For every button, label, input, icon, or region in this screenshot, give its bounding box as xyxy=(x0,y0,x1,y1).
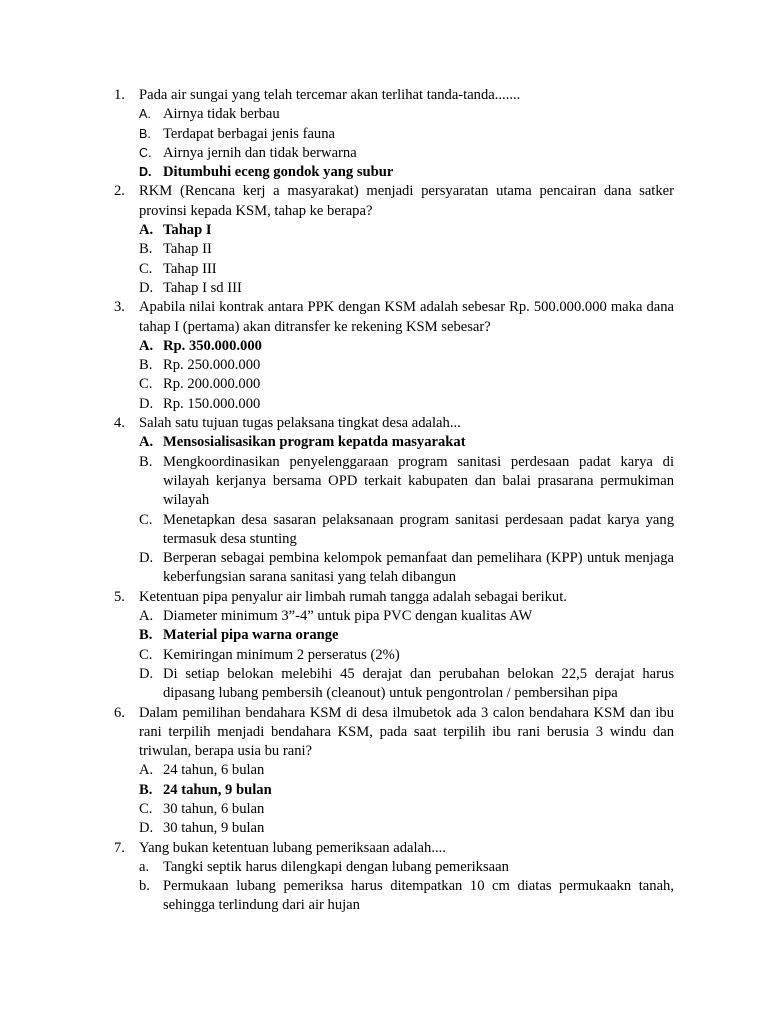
question-number: 2. xyxy=(114,183,125,200)
option-text: Terdapat berbagai jenis fauna xyxy=(163,125,335,142)
option-text: Diameter minimum 3”-4” untuk pipa PVC dengan kualitas AW xyxy=(163,608,533,625)
answer-option xyxy=(0,356,768,375)
answer-option xyxy=(0,144,768,163)
answer-option xyxy=(0,221,768,240)
option-letter: B. xyxy=(139,627,153,644)
option-list xyxy=(0,105,768,182)
option-text: Menetapkan desa sasaran pelaksanaan program sanitasi perdesaan padat karya yang termasuk desa stunting xyxy=(163,511,674,547)
question-text: Ketentuan pipa penyalur air limbah rumah tangga adalah sebagai berikut. xyxy=(139,588,567,605)
answer-option xyxy=(0,260,768,279)
answer-option xyxy=(0,337,768,356)
option-letter: A. xyxy=(139,337,154,354)
answer-option xyxy=(0,105,768,124)
answer-option xyxy=(0,858,768,877)
option-letter: D. xyxy=(139,665,154,682)
option-letter: C. xyxy=(139,646,153,663)
question-text: Dalam pemilihan bendahara KSM di desa ilmubetok ada 3 calon bendahara KSM dan ibu rani terpilih menjadi bendahara KSM, pada saat terpilih ibu rani berusia 3 windu dan triwulan, berapa usia bu rani? xyxy=(139,704,674,760)
option-text: 30 tahun, 6 bulan xyxy=(163,800,265,817)
option-text: Kemiringan minimum 2 perseratus (2%) xyxy=(163,646,400,663)
option-text: Rp. 150.000.000 xyxy=(163,395,261,412)
answer-option xyxy=(0,433,768,452)
option-text: Rp. 250.000.000 xyxy=(163,357,261,374)
option-list xyxy=(0,433,768,587)
question-text: Yang bukan ketentuan lubang pemeriksaan adalah.... xyxy=(139,839,446,856)
option-letter: C. xyxy=(139,376,153,393)
question-text: Pada air sungai yang telah tercemar akan terlihat tanda-tanda....... xyxy=(139,87,521,103)
answer-option xyxy=(0,877,768,916)
option-text: Di setiap belokan melebihi 45 derajat dan perubahan belokan 22,5 derajat harus dipasang lubang pembersih (cleanout) untuk pengontrolan / pembersihan pipa xyxy=(163,665,674,702)
question-text: Apabila nilai kontrak antara PPK dengan KSM adalah sebesar Rp. 500.000.000 maka dana tahap I (pertama) akan ditransfer ke rekening KSM sebesar? xyxy=(139,299,674,335)
question-6 xyxy=(0,704,768,762)
answer-option xyxy=(0,279,768,298)
option-letter: C. xyxy=(139,260,153,277)
option-list xyxy=(0,761,768,838)
question-1 xyxy=(0,86,768,105)
answer-option xyxy=(0,781,768,800)
question-number: 4. xyxy=(114,415,125,432)
option-letter: D. xyxy=(139,550,154,567)
option-letter: D. xyxy=(139,395,154,412)
option-letter: D. xyxy=(139,165,152,180)
question-7 xyxy=(0,839,768,858)
option-letter: A. xyxy=(139,107,151,122)
answer-option xyxy=(0,761,768,780)
option-text: Permukaan lubang pemeriksa harus ditempatkan 10 cm diatas permukaakn tanah, sehingga terlindung dari air hujan xyxy=(163,878,674,914)
question-number: 3. xyxy=(114,299,125,316)
option-text: Tahap II xyxy=(163,241,212,258)
answer-option xyxy=(0,800,768,819)
question-3 xyxy=(0,298,768,337)
answer-option xyxy=(0,453,768,511)
answer-option xyxy=(0,549,768,588)
answer-option xyxy=(0,646,768,665)
option-letter: C. xyxy=(139,145,152,160)
option-text: Ditumbuhi eceng gondok yang subur xyxy=(163,164,394,181)
option-text: Mengkoordinasikan penyelenggaraan program sanitasi perdesaan padat karya di wilayah kerjanya bersama OPD terkait kabupaten dan balai prasarana permukiman wilayah xyxy=(163,453,674,509)
answer-option xyxy=(0,375,768,394)
option-list xyxy=(0,337,768,414)
option-text: Airnya jernih dan tidak berwarna xyxy=(163,144,357,161)
option-letter: C. xyxy=(139,511,153,528)
option-list xyxy=(0,607,768,703)
question-text: Salah satu tujuan tugas pelaksana tingkat desa adalah... xyxy=(139,415,461,432)
question-text: RKM (Rencana kerj a masyarakat) menjadi persyaratan utama pencairan dana satker provinsi kepada KSM, tahap ke berapa? xyxy=(139,183,674,219)
answer-option xyxy=(0,626,768,645)
option-text: Tahap III xyxy=(163,260,217,277)
option-text: Material pipa warna orange xyxy=(163,627,339,644)
option-list xyxy=(0,221,768,298)
question-number: 5. xyxy=(114,588,125,605)
option-letter: B. xyxy=(139,781,153,798)
answer-option xyxy=(0,240,768,259)
question-5 xyxy=(0,588,768,607)
answer-option xyxy=(0,819,768,838)
answer-option xyxy=(0,163,768,182)
question-number: 7. xyxy=(114,839,125,856)
quiz-document xyxy=(0,86,768,916)
option-text: 24 tahun, 6 bulan xyxy=(163,762,265,779)
option-text: Berperan sebagai pembina kelompok pemanfaat dan pemelihara (KPP) untuk menjaga keberfungsian sarana sanitasi yang telah dibangun xyxy=(163,550,674,586)
question-number: 6. xyxy=(114,704,125,721)
option-text: Mensosialisasikan program kepatda masyarakat xyxy=(163,434,466,451)
option-letter: B. xyxy=(139,126,151,141)
option-text: Tahap I xyxy=(163,222,212,239)
answer-option xyxy=(0,511,768,550)
question-4 xyxy=(0,414,768,433)
question-2 xyxy=(0,182,768,221)
option-letter: a. xyxy=(139,858,150,875)
option-letter: A. xyxy=(139,762,154,779)
answer-option xyxy=(0,607,768,626)
option-text: 24 tahun, 9 bulan xyxy=(163,781,272,798)
option-letter: A. xyxy=(139,222,154,239)
option-letter: C. xyxy=(139,800,153,817)
option-letter: B. xyxy=(139,453,153,470)
option-text: Airnya tidak berbau xyxy=(163,106,280,123)
answer-option xyxy=(0,395,768,414)
option-text: Tangki septik harus dilengkapi dengan lubang pemeriksaan xyxy=(163,858,509,875)
option-letter: B. xyxy=(139,357,153,374)
answer-option xyxy=(0,125,768,144)
option-list xyxy=(0,858,768,916)
answer-option xyxy=(0,665,768,704)
option-text: Rp. 200.000.000 xyxy=(163,376,261,393)
option-text: Rp. 350.000.000 xyxy=(163,337,262,354)
option-letter: A. xyxy=(139,608,154,625)
option-text: 30 tahun, 9 bulan xyxy=(163,820,265,837)
question-number: 1. xyxy=(114,87,125,103)
option-letter: A. xyxy=(139,434,154,451)
option-letter: D. xyxy=(139,279,154,296)
option-letter: B. xyxy=(139,241,153,258)
option-letter: D. xyxy=(139,820,154,837)
option-letter: b. xyxy=(139,878,150,895)
option-text: Tahap I sd III xyxy=(163,279,242,296)
